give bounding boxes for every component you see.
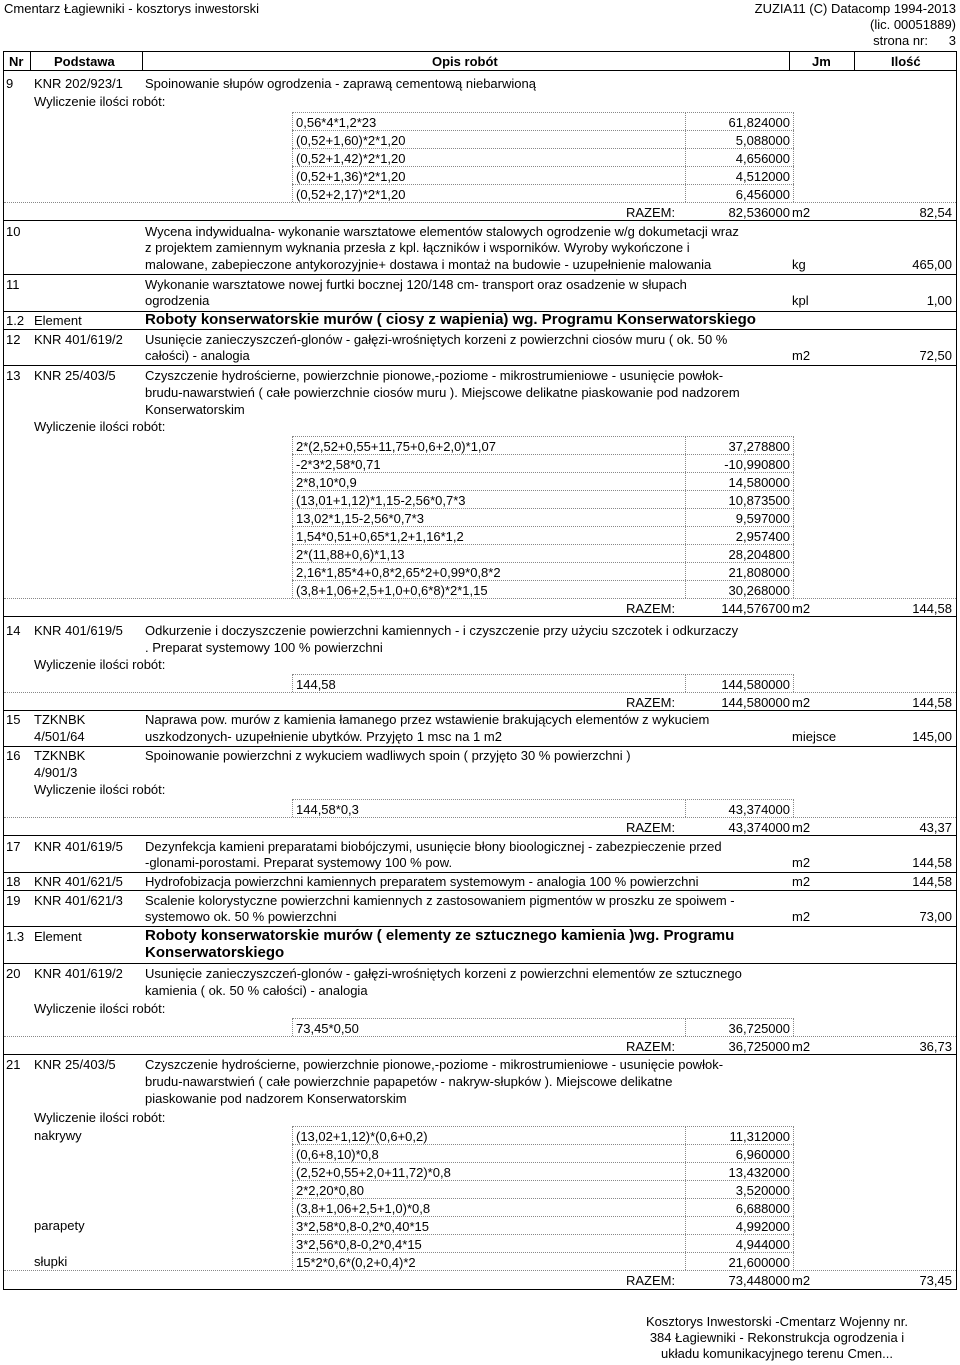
item-description: Hydrofobizacja powierzchni kamiennych preparatem systemowym - analogia 100 % powierzchni (145, 874, 699, 889)
calc-row (292, 674, 794, 692)
razem-label: RAZEM: (626, 1273, 676, 1288)
calc-value: 6,688000 (735, 1201, 790, 1216)
group-label: słupki (34, 1254, 68, 1269)
calc-expression: (0,52+2,17)*2*1,20 (296, 187, 406, 202)
license-number: (lic. 00051889) (870, 17, 956, 32)
calc-expression: 15*2*0,6*(0,2+0,4)*2 (296, 1255, 416, 1270)
calc-expression: 144,58*0,3 (296, 802, 359, 817)
item-description: Scalenie kolorystyczne powierzchni kamiennych z zastosowaniem pigmentów w proszku ze spoiwem - (145, 893, 735, 908)
unit: kpl (792, 293, 809, 308)
razem-value: 82,536000 (728, 205, 790, 220)
col-jm: Jm (812, 54, 831, 69)
item-basis: 4/501/64 (34, 729, 85, 744)
calc-row (292, 1018, 794, 1036)
quantity: 43,37 (919, 820, 952, 835)
calc-row (292, 436, 794, 454)
item-basis: KNR 25/403/5 (34, 1057, 116, 1072)
page-footer (600, 1314, 954, 1362)
razem-value: 73,448000 (728, 1273, 790, 1288)
quantity: 82,54 (919, 205, 952, 220)
item-basis: KNR 401/619/5 (34, 839, 123, 854)
quantity: 144,58 (912, 855, 952, 870)
col-nr: Nr (9, 54, 24, 69)
item-nr: 21 (6, 1057, 21, 1072)
item-description: Usunięcie zanieczyszczeń-glonów - gałęzi-wrośniętych korzeni z powierzchni ciosów muru ( ok. 50 % (145, 332, 728, 347)
quantity: 465,00 (912, 257, 952, 272)
calc-expression: 73,45*0,50 (296, 1021, 359, 1036)
razem-label: RAZEM: (626, 601, 676, 616)
calc-value: 3,520000 (735, 1183, 790, 1198)
element-title: Konserwatorskiego (145, 944, 285, 961)
item-nr: 20 (6, 966, 21, 981)
calc-row (292, 562, 794, 580)
calc-expression: 2,16*1,85*4+0,8*2,65*2+0,99*0,8*2 (296, 565, 501, 580)
item-basis: KNR 401/619/5 (34, 623, 123, 638)
unit: m2 (792, 820, 811, 835)
quantity: 144,58 (912, 874, 952, 889)
razem-label: RAZEM: (626, 1039, 676, 1054)
calc-value: 37,278800 (728, 439, 790, 454)
calc-value: 28,204800 (728, 547, 790, 562)
unit: m2 (792, 874, 811, 889)
footer-line-1: Kosztorys Inwestorski -Cmentarz Wojenny nr. (645, 1314, 908, 1329)
razem-value: 36,725000 (728, 1039, 790, 1054)
calc-label: Wyliczenie ilości robót: (34, 1110, 166, 1125)
calc-row (292, 1126, 794, 1144)
calc-expression: (0,6+8,10)*0,8 (296, 1147, 379, 1162)
calc-label: Wyliczenie ilości robót: (34, 94, 166, 109)
item-description: ogrodzenia (145, 293, 210, 308)
calc-value: 43,374000 (728, 802, 790, 817)
page-value: 3 (948, 33, 956, 48)
element-label: Element (34, 929, 82, 944)
item-basis: KNR 401/619/2 (34, 966, 123, 981)
item-description: Dezynfekcja kamieni preparatami biobójczymi, usunięcie błony bioologicznej - zabezpieczenie przed (145, 839, 722, 854)
item-description: . Preparat systemowy 100 % powierzchni (145, 640, 383, 655)
unit: m2 (792, 205, 811, 220)
page-number (755, 33, 956, 49)
item-nr: 16 (6, 748, 21, 763)
calc-expression: 144,58 (296, 677, 336, 692)
calc-value: -10,990800 (724, 457, 790, 472)
calc-expression: 0,56*4*1,2*23 (296, 115, 377, 130)
unit: m2 (792, 855, 811, 870)
element-label: Element (34, 313, 82, 328)
column-header (4, 52, 956, 71)
item-nr: 10 (6, 224, 21, 239)
calc-value: 4,512000 (735, 169, 790, 184)
item-basis: KNR 401/619/2 (34, 332, 123, 347)
col-ilosc: Ilość (891, 54, 921, 69)
calc-expression: (2,52+0,55+2,0+11,72)*0,8 (296, 1165, 451, 1180)
calc-value: 21,808000 (728, 565, 790, 580)
software-version: ZUZIA11 (C) Datacomp 1994-2013 (754, 1, 956, 16)
calc-row (292, 1180, 794, 1198)
calc-value: 9,597000 (735, 511, 790, 526)
calc-value: 4,992000 (735, 1219, 790, 1234)
software-info (755, 1, 956, 49)
razem-label: RAZEM: (626, 205, 676, 220)
calc-expression: 2*8,10*0,9 (296, 475, 357, 490)
calc-row (292, 1216, 794, 1234)
footer-line-3: układu komunikacyjnego terenu Cmen... (661, 1346, 893, 1361)
calc-expression: (3,8+1,06+2,5+1,0)*0,8 (296, 1201, 431, 1216)
razem-value: 144,580000 (721, 695, 790, 710)
item-description: z projektem zamiennym wyknania przesła z kpl. łączników i wsporników. Wyroby wykończone i (145, 240, 690, 255)
calc-row (292, 472, 794, 490)
item-description: Czyszczenie hydrościerne, powierzchnie pionowe,-poziome - mikrostrumieniowe - usunięcie powłok- (145, 1057, 724, 1072)
item-nr: 12 (6, 332, 21, 347)
element-nr: 1.2 (6, 313, 25, 328)
calc-expression: 13,02*1,15-2,56*0,7*3 (296, 511, 424, 526)
item-description: piaskowanie pod nadzorem Konserwatorskim (145, 1091, 407, 1106)
calc-value: 6,960000 (735, 1147, 790, 1162)
item-nr: 18 (6, 874, 21, 889)
calc-value: 11,312000 (729, 1129, 790, 1144)
calc-value: 5,088000 (735, 133, 790, 148)
calc-expression: (0,52+1,42)*2*1,20 (296, 151, 406, 166)
calc-expression: 2*2,20*0,80 (296, 1183, 364, 1198)
razem-row (4, 598, 956, 617)
item-nr: 15 (6, 712, 21, 727)
calc-value: 36,725000 (728, 1021, 790, 1036)
item-description: Naprawa pow. murów z kamienia łamanego przez wstawienie brakujących elementów z wykuciem (145, 712, 710, 727)
unit: kg (792, 257, 806, 272)
calc-expression: 2*(2,52+0,55+11,75+0,6+2,0)*1,07 (296, 439, 496, 454)
calc-row (292, 1162, 794, 1180)
calc-expression: (3,8+1,06+2,5+1,0+0,6*8)*2*1,15 (296, 583, 488, 598)
item-description: Wykonanie warsztatowe nowej furtki bocznej 120/148 cm- transport oraz osadzenie w słupach (145, 277, 687, 292)
item-description: systemowo ok. 50 % powierzchni (145, 909, 337, 924)
item-basis: KNR 202/923/1 (34, 76, 123, 91)
item-description: całości) - analogia (145, 348, 250, 363)
calc-row (292, 1198, 794, 1216)
razem-row (4, 1036, 956, 1055)
quantity: 72,50 (919, 348, 952, 363)
item-description: Usunięcie zanieczyszczeń-glonów - gałęzi-wrośniętych korzeni z powierzchni elementów ze sztucznego (145, 966, 742, 981)
item-description: -glonami-porostami. Preparat systemowy 100 % pow. (145, 855, 453, 870)
calc-row (292, 454, 794, 472)
element-title: Roboty konserwatorskie murów ( elementy ze sztucznego kamienia )wg. Programu (145, 927, 735, 944)
razem-label: RAZEM: (626, 695, 676, 710)
razem-value: 43,374000 (728, 820, 790, 835)
item-description: kamienia ( ok. 50 % całości) - analogia (145, 983, 368, 998)
col-opis: Opis robót (432, 54, 498, 69)
item-description: Spoinowanie słupów ogrodzenia - zaprawą cementową niebarwioną (145, 76, 536, 91)
razem-label: RAZEM: (626, 820, 676, 835)
item-description: malowane, zabepieczone antykorozyjnie+ dostawa i montaż na budowie - uzupełnienie malowania (145, 257, 712, 272)
calc-expression: 3*2,56*0,8-0,2*0,4*15 (296, 1237, 422, 1252)
item-basis: 4/901/3 (34, 765, 78, 780)
calc-row (292, 544, 794, 562)
calc-expression: (0,52+1,36)*2*1,20 (296, 169, 406, 184)
calc-row (292, 580, 794, 598)
quantity: 1,00 (926, 293, 952, 308)
item-description: Wycena indywidualna- wykonanie warsztatowe elementów stalowych ogrodzenie w/g dokumetacji wraz (145, 224, 739, 239)
quantity: 36,73 (919, 1039, 952, 1054)
quantity: 73,00 (919, 909, 952, 924)
razem-row (4, 817, 956, 836)
unit: m2 (792, 1273, 811, 1288)
calc-expression: (0,52+1,60)*2*1,20 (296, 133, 406, 148)
calc-row (292, 1234, 794, 1252)
unit: m2 (792, 1039, 811, 1054)
item-nr: 17 (6, 839, 21, 854)
page-header (0, 0, 960, 48)
col-podstawa: Podstawa (54, 54, 115, 69)
item-basis: TZKNBK (34, 748, 86, 763)
item-description: brudu-nawarstwień ( całe powierzchnie papapetów - nakryw-słupków ). Miejscowe delikatne (145, 1074, 673, 1089)
calc-value: 13,432000 (728, 1165, 790, 1180)
calc-value: 30,268000 (728, 583, 790, 598)
item-basis: KNR 401/621/3 (34, 893, 123, 908)
group-label: parapety (34, 1218, 85, 1233)
calc-value: 10,873500 (728, 493, 790, 508)
razem-value: 144,576700 (721, 601, 790, 616)
calc-row (292, 508, 794, 526)
unit: m2 (792, 601, 811, 616)
calc-value: 2,957400 (735, 529, 790, 544)
calc-expression: (13,01+1,12)*1,15-2,56*0,7*3 (296, 493, 466, 508)
calc-row (292, 1144, 794, 1162)
calc-row (292, 184, 794, 202)
item-nr: 9 (6, 76, 14, 91)
unit: m2 (792, 348, 811, 363)
item-basis: TZKNBK (34, 712, 86, 727)
calc-label: Wyliczenie ilości robót: (34, 1001, 166, 1016)
group-label: nakrywy (34, 1128, 82, 1143)
footer-line-2: 384 Łagiewniki - Rekonstrukcja ogrodzenia i (649, 1330, 905, 1345)
item-nr: 13 (6, 368, 21, 383)
razem-row (4, 692, 956, 711)
calc-row (292, 148, 794, 166)
quantity: 73,45 (919, 1273, 952, 1288)
unit: m2 (792, 695, 811, 710)
razem-row (4, 1270, 956, 1289)
calc-label: Wyliczenie ilości robót: (34, 782, 166, 797)
calc-row (292, 1252, 794, 1270)
item-basis: KNR 401/621/5 (34, 874, 123, 889)
quantity: 145,00 (912, 729, 952, 744)
calc-expression: 1,54*0,51+0,65*1,2+1,16*1,2 (296, 529, 464, 544)
item-description: Konserwatorskim (145, 402, 245, 417)
calc-row (292, 112, 794, 130)
unit: miejsce (792, 729, 837, 744)
calc-value: 61,824000 (728, 115, 790, 130)
item-description: Czyszczenie hydrościerne, powierzchnie pionowe,-poziome - mikrostrumieniowe - usunięcie powłok- (145, 368, 724, 383)
item-nr: 14 (6, 623, 21, 638)
item-nr: 19 (6, 893, 21, 908)
item-description: brudu-nawarstwień ( całe powierzchnie ciosów muru ). Miejscowe delikatne piaskowanie pod nadzorem (145, 385, 740, 400)
item-description: uszkodzonych- uzupełnienie ubytków. Przyjęto 1 msc na 1 m2 (145, 729, 502, 744)
calc-row (292, 166, 794, 184)
element-nr: 1.3 (6, 929, 25, 944)
item-basis: KNR 25/403/5 (34, 368, 116, 383)
element-title: Roboty konserwatorskie murów ( ciosy z wapienia) wg. Programu Konserwatorskiego (145, 311, 756, 328)
quantity: 144,58 (912, 695, 952, 710)
quantity: 144,58 (912, 601, 952, 616)
page-label: strona nr: (873, 33, 928, 48)
calc-value: 144,580000 (721, 677, 790, 692)
calc-value: 6,456000 (735, 187, 790, 202)
calc-expression: 3*2,58*0,8-0,2*0,40*15 (296, 1219, 430, 1234)
item-nr: 11 (6, 277, 20, 292)
calc-expression: 2*(11,88+0,6)*1,13 (296, 547, 405, 562)
calc-value: 21,600000 (728, 1255, 790, 1270)
calc-label: Wyliczenie ilości robót: (34, 657, 166, 672)
calc-expression: -2*3*2,58*0,71 (296, 457, 381, 472)
calc-value: 4,656000 (735, 151, 790, 166)
cost-table (3, 51, 957, 1290)
item-description: Odkurzenie i doczyszczenie powierzchni kamiennych - i czyszczenie przy użyciu szczotek i odkurzaczy (145, 623, 739, 638)
calc-row (292, 526, 794, 544)
razem-row (4, 202, 956, 221)
calc-value: 14,580000 (728, 475, 790, 490)
calc-row (292, 490, 794, 508)
item-description: Spoinowanie powierzchni z wykuciem wadliwych spoin ( przyjęto 30 % powierzchni ) (145, 748, 631, 763)
calc-expression: (13,02+1,12)*(0,6+0,2) (296, 1129, 428, 1144)
calc-value: 4,944000 (735, 1237, 790, 1252)
calc-row (292, 130, 794, 148)
calc-row (292, 799, 794, 817)
calc-label: Wyliczenie ilości robót: (34, 419, 166, 434)
unit: m2 (792, 909, 811, 924)
document-title: Cmentarz Łagiewniki - kosztorys inwestorski (4, 1, 260, 16)
